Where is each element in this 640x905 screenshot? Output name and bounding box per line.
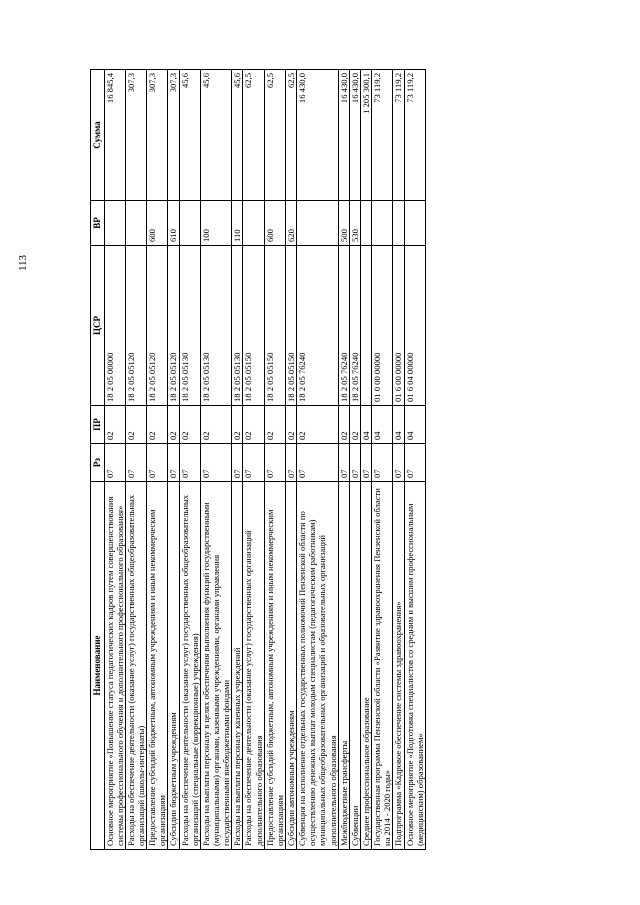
cell-sum: 16 845,4: [104, 70, 125, 201]
cell-name: Расходы на обеспечение деятельности (оказание услуг) государственных организаций дополнительного образования: [243, 482, 264, 850]
cell-name: Государственная программа Пензенской области «Развитие здравоохранения Пензенской области на 2014 - 2020 годы»: [372, 482, 393, 850]
cell-csr: 18 2 05 76240: [338, 246, 349, 406]
cell-sum: 62,5: [243, 70, 264, 201]
cell-rz: 07: [147, 444, 168, 482]
cell-pr: 02: [168, 406, 179, 444]
cell-pr: 02: [349, 406, 360, 444]
cell-sum: 307,3: [147, 70, 168, 201]
cell-csr: 18 2 05 05120: [147, 246, 168, 406]
cell-vr: [104, 201, 125, 246]
cell-name: Субвенции: [349, 482, 360, 850]
cell-csr: 18 2 05 05150: [243, 246, 264, 406]
cell-vr: [179, 201, 200, 246]
table-row: [404, 70, 425, 850]
cell-sum: 16 430,0: [338, 70, 349, 201]
cell-pr: 02: [104, 406, 125, 444]
table-row: [125, 70, 146, 850]
cell-pr: 02: [125, 406, 146, 444]
cell-rz: 07: [243, 444, 264, 482]
budget-table: [90, 69, 426, 850]
cell-csr: 18 2 05 05150: [264, 246, 285, 406]
cell-csr: 01 6 00 00000: [393, 246, 404, 406]
cell-sum: 307,3: [125, 70, 146, 201]
cell-vr: [297, 201, 339, 246]
cell-name: Среднее профессиональное образование: [360, 482, 371, 850]
header-pr: ПР: [91, 406, 105, 444]
cell-name: Расходы на выплаты персоналу в целях обеспечения выполнения функций государственными (муниципальными) органами, казенными учреждениями, органами управления государственными внебюджетными фондами: [200, 482, 231, 850]
cell-csr: 18 2 05 05120: [125, 246, 146, 406]
cell-rz: 07: [372, 444, 393, 482]
cell-csr: 18 2 05 05130: [179, 246, 200, 406]
header-sum: Сумма: [91, 70, 105, 201]
cell-vr: [393, 201, 404, 246]
cell-pr: 02: [297, 406, 339, 444]
cell-pr: 02: [286, 406, 297, 444]
table-row: [104, 70, 125, 850]
cell-vr: [404, 201, 425, 246]
table-row: [360, 70, 371, 850]
cell-name: Расходы на обеспечение деятельности (оказание услуг) государственных общеобразовательных организаций (школы-интернаты): [125, 482, 146, 850]
table-row: [200, 70, 231, 850]
table-row: [179, 70, 200, 850]
cell-sum: 45,6: [179, 70, 200, 201]
cell-vr: 610: [168, 201, 179, 246]
cell-rz: 07: [125, 444, 146, 482]
cell-name: Субсидии автономным учреждениям: [286, 482, 297, 850]
cell-name: Предоставление субсидий бюджетным, автономным учреждениям и иным некоммерческим организациям: [264, 482, 285, 850]
cell-pr: 02: [232, 406, 243, 444]
cell-pr: 02: [264, 406, 285, 444]
cell-vr: [125, 201, 146, 246]
cell-vr: [243, 201, 264, 246]
cell-csr: 18 2 05 05150: [286, 246, 297, 406]
cell-rz: 07: [393, 444, 404, 482]
cell-rz: 07: [297, 444, 339, 482]
cell-name: Расходы на обеспечение деятельности (оказание услуг) государственных общеобразовательных организаций (специальные (коррекционные) учреждения): [179, 482, 200, 850]
cell-vr: 110: [232, 201, 243, 246]
cell-csr: 01 6 04 00000: [404, 246, 425, 406]
cell-pr: 02: [200, 406, 231, 444]
cell-sum: 62,5: [286, 70, 297, 201]
cell-name: Предоставление субсидий бюджетным, автономным учреждениям и иным некоммерческим организациям: [147, 482, 168, 850]
table-row: [393, 70, 404, 850]
cell-csr: 18 2 05 05130: [232, 246, 243, 406]
cell-vr: 620: [286, 201, 297, 246]
table-row: [372, 70, 393, 850]
cell-vr: [360, 201, 371, 246]
cell-pr: 02: [179, 406, 200, 444]
cell-pr: 04: [404, 406, 425, 444]
cell-name: Подпрограмма «Кадровое обеспечение системы здравоохранения»: [393, 482, 404, 850]
cell-sum: 73 119,2: [404, 70, 425, 201]
table-row: [147, 70, 168, 850]
cell-sum: 16 430,0: [349, 70, 360, 201]
cell-vr: 530: [349, 201, 360, 246]
table-header-row: [91, 70, 105, 850]
table-row: [286, 70, 297, 850]
cell-rz: 07: [286, 444, 297, 482]
cell-name: Субвенция на исполнение отдельных государственных полномочий Пензенской области по осуществлению денежных выплат молодым специалистам (педагогическим работникам) муниципальных общеобразовательных организаций и образовательных организаций дополнительного образования: [297, 482, 339, 850]
table-row: [349, 70, 360, 850]
cell-pr: 04: [372, 406, 393, 444]
cell-rz: 07: [264, 444, 285, 482]
cell-rz: 07: [404, 444, 425, 482]
cell-rz: 07: [338, 444, 349, 482]
cell-rz: 07: [360, 444, 371, 482]
cell-pr: 02: [147, 406, 168, 444]
table-row: [297, 70, 339, 850]
cell-rz: 07: [168, 444, 179, 482]
table-row: [264, 70, 285, 850]
cell-csr: 01 0 00 00000: [372, 246, 393, 406]
cell-vr: [372, 201, 393, 246]
cell-vr: 500: [338, 201, 349, 246]
cell-csr: [360, 246, 371, 406]
cell-sum: 73 119,2: [393, 70, 404, 201]
cell-name: Основное мероприятие «Повышение статуса педагогических кадров путем совершенствования системы профессионального обучения и дополнительного профессионального образования»: [104, 482, 125, 850]
cell-csr: 18 2 05 05130: [200, 246, 231, 406]
header-rz: Рз: [91, 444, 105, 482]
cell-sum: 45,6: [232, 70, 243, 201]
cell-rz: 07: [200, 444, 231, 482]
table-row: [232, 70, 243, 850]
cell-rz: 07: [179, 444, 200, 482]
table-row: [338, 70, 349, 850]
cell-sum: 16 430,0: [297, 70, 339, 201]
header-csr: ЦСР: [91, 246, 105, 406]
cell-csr: 18 2 05 76240: [349, 246, 360, 406]
cell-sum: 307,3: [168, 70, 179, 201]
cell-rz: 07: [349, 444, 360, 482]
cell-pr: 04: [393, 406, 404, 444]
cell-name: Основное мероприятие «Подготовка специалистов со средним и высшим профессиональным (медицинским) образованием»: [404, 482, 425, 850]
cell-vr: 600: [264, 201, 285, 246]
cell-csr: 18 2 05 05120: [168, 246, 179, 406]
cell-sum: 73 119,2: [372, 70, 393, 201]
budget-table-container: [90, 70, 570, 850]
cell-name: Расходы на выплаты персоналу казенных учреждений: [232, 482, 243, 850]
cell-name: Межбюджетные трансферты: [338, 482, 349, 850]
table-row: [243, 70, 264, 850]
cell-sum: 45,6: [200, 70, 231, 201]
cell-name: Субсидии бюджетным учреждениям: [168, 482, 179, 850]
header-name: Наименование: [91, 482, 105, 850]
table-row: [168, 70, 179, 850]
cell-sum: 62,5: [264, 70, 285, 201]
cell-vr: 100: [200, 201, 231, 246]
cell-pr: 02: [243, 406, 264, 444]
cell-pr: 02: [338, 406, 349, 444]
cell-rz: 07: [232, 444, 243, 482]
header-vr: ВР: [91, 201, 105, 246]
cell-pr: 04: [360, 406, 371, 444]
cell-csr: 18 2 05 76240: [297, 246, 339, 406]
cell-vr: 600: [147, 201, 168, 246]
cell-rz: 07: [104, 444, 125, 482]
cell-sum: 1 205 300,1: [360, 70, 371, 201]
page-number: 113: [17, 254, 29, 272]
cell-csr: 18 2 05 00000: [104, 246, 125, 406]
